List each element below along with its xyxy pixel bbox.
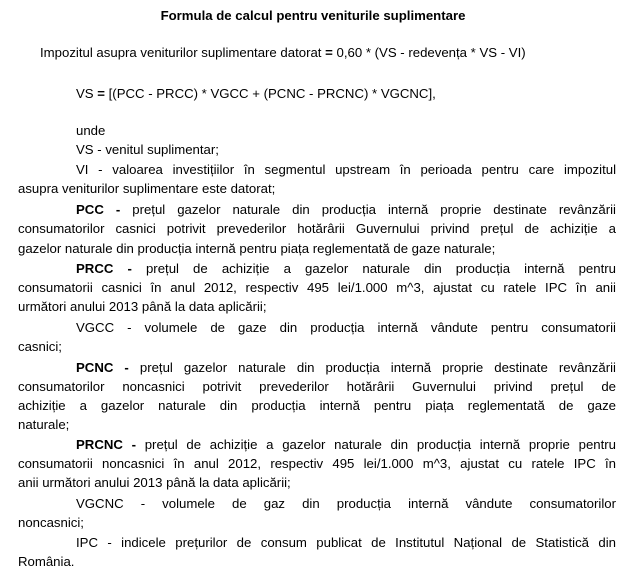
definition-vgcnc (76, 495, 616, 512)
definition-prcc-line: consumatorii casnici în anul 2012, respectiv 495 lei/1.000 m^3, ajustat cu ratele IPC în anii (18, 280, 616, 295)
separator: - (113, 360, 140, 375)
definition-prcnc-line: consumatorii noncasnici în anul 2012, respectiv 495 lei/1.000 m^3, ajustat cu ratele IPC în (18, 456, 616, 471)
definition-pcc-line: gazelor naturale din producția internă pentru piața reglementată de gaze naturale; (18, 241, 496, 256)
definition-prcc-text: prețul de achiziție a gazelor naturale din producția internă pentru (145, 261, 616, 276)
term-vgcc: VGCC (76, 320, 115, 335)
definition-pcnc (76, 359, 616, 376)
separator: - (93, 142, 106, 157)
definition-vgcc (76, 319, 616, 336)
term-vs: VS (76, 142, 94, 157)
separator: - (113, 261, 146, 276)
definition-vgcc-line: casnici; (18, 339, 62, 354)
formula-tax-rhs: 0,60 * (VS - redevența * VS - VI) (336, 45, 526, 60)
definition-prcnc-text: prețul de achiziție a gazelor naturale din producția internă proprie pentru (144, 437, 616, 452)
definition-vs (76, 141, 219, 158)
formula-vs-rhs: [(PCC - PRCC) * VGCC + (PCNC - PRCNC) * VGCNC], (108, 86, 436, 101)
formula-vs-lhs: VS (76, 86, 94, 101)
definition-vgcnc-text: volumele de gaz din producția internă vândute consumatorilor (162, 496, 616, 511)
definition-pcnc-text: prețul gazelor naturale din producția internă proprie destinate revânzării (139, 360, 616, 375)
definition-vi-text: valoarea investițiilor în segmentul upstream în perioada pentru care impozitul (112, 162, 616, 177)
definition-prcnc (76, 436, 616, 453)
formula-tax-equals: = (325, 45, 333, 60)
definition-vi-line: asupra veniturilor suplimentare este datorat; (18, 181, 276, 196)
separator: - (97, 535, 122, 550)
definition-vi (76, 161, 616, 178)
document-title: Formula de calcul pentru veniturile suplimentare (160, 8, 466, 23)
definition-pcnc-line: achiziție a gazelor naturale din producția internă pentru piața reglementată de gaze (18, 398, 616, 413)
definition-pcc-line: consumatorilor casnici potrivit prevederilor hotărârii Guvernului privind prețul de achiziție a (18, 221, 616, 236)
definition-pcc-text: prețul gazelor naturale din producția internă proprie destinate revânzării (132, 202, 616, 217)
formula-vs (76, 85, 436, 102)
term-pcc: PCC (76, 202, 104, 217)
term-prcc: PRCC (76, 261, 114, 276)
definition-prcnc-line: anii următori anului 2013 până la data aplicării; (18, 475, 291, 490)
separator: - (114, 320, 145, 335)
formula-tax (40, 44, 526, 61)
term-pcnc: PCNC (76, 360, 114, 375)
definition-prcc (76, 260, 616, 277)
definition-pcnc-line: naturale; (18, 417, 70, 432)
term-ipc: IPC (76, 535, 98, 550)
term-vgcnc: VGCNC (76, 496, 124, 511)
definition-ipc-line: România. (18, 554, 75, 569)
definition-vs-text: venitul suplimentar; (105, 142, 219, 157)
formula-vs-equals: = (97, 86, 105, 101)
term-prcnc: PRCNC (76, 437, 123, 452)
definition-ipc (76, 534, 616, 551)
where-label: unde (76, 123, 106, 138)
definition-vgcnc-line: noncasnici; (18, 515, 84, 530)
definition-pcc (76, 201, 616, 218)
definition-pcnc-line: consumatorilor noncasnici potrivit prevederilor hotărârii Guvernului privind prețul de (18, 379, 616, 394)
term-vi: VI (76, 162, 89, 177)
definition-prcc-line: următori anului 2013 până la data aplicării; (18, 299, 267, 314)
separator: - (103, 202, 133, 217)
separator: - (123, 496, 163, 511)
formula-tax-lhs: Impozitul asupra veniturilor suplimentare datorat (40, 45, 322, 60)
separator: - (122, 437, 145, 452)
definition-ipc-text: indicele prețurilor de consum publicat de Institutul Național de Statistică din (121, 535, 616, 550)
separator: - (88, 162, 113, 177)
definition-vgcc-text: volumele de gaze din producția internă vândute pentru consumatorii (144, 320, 616, 335)
